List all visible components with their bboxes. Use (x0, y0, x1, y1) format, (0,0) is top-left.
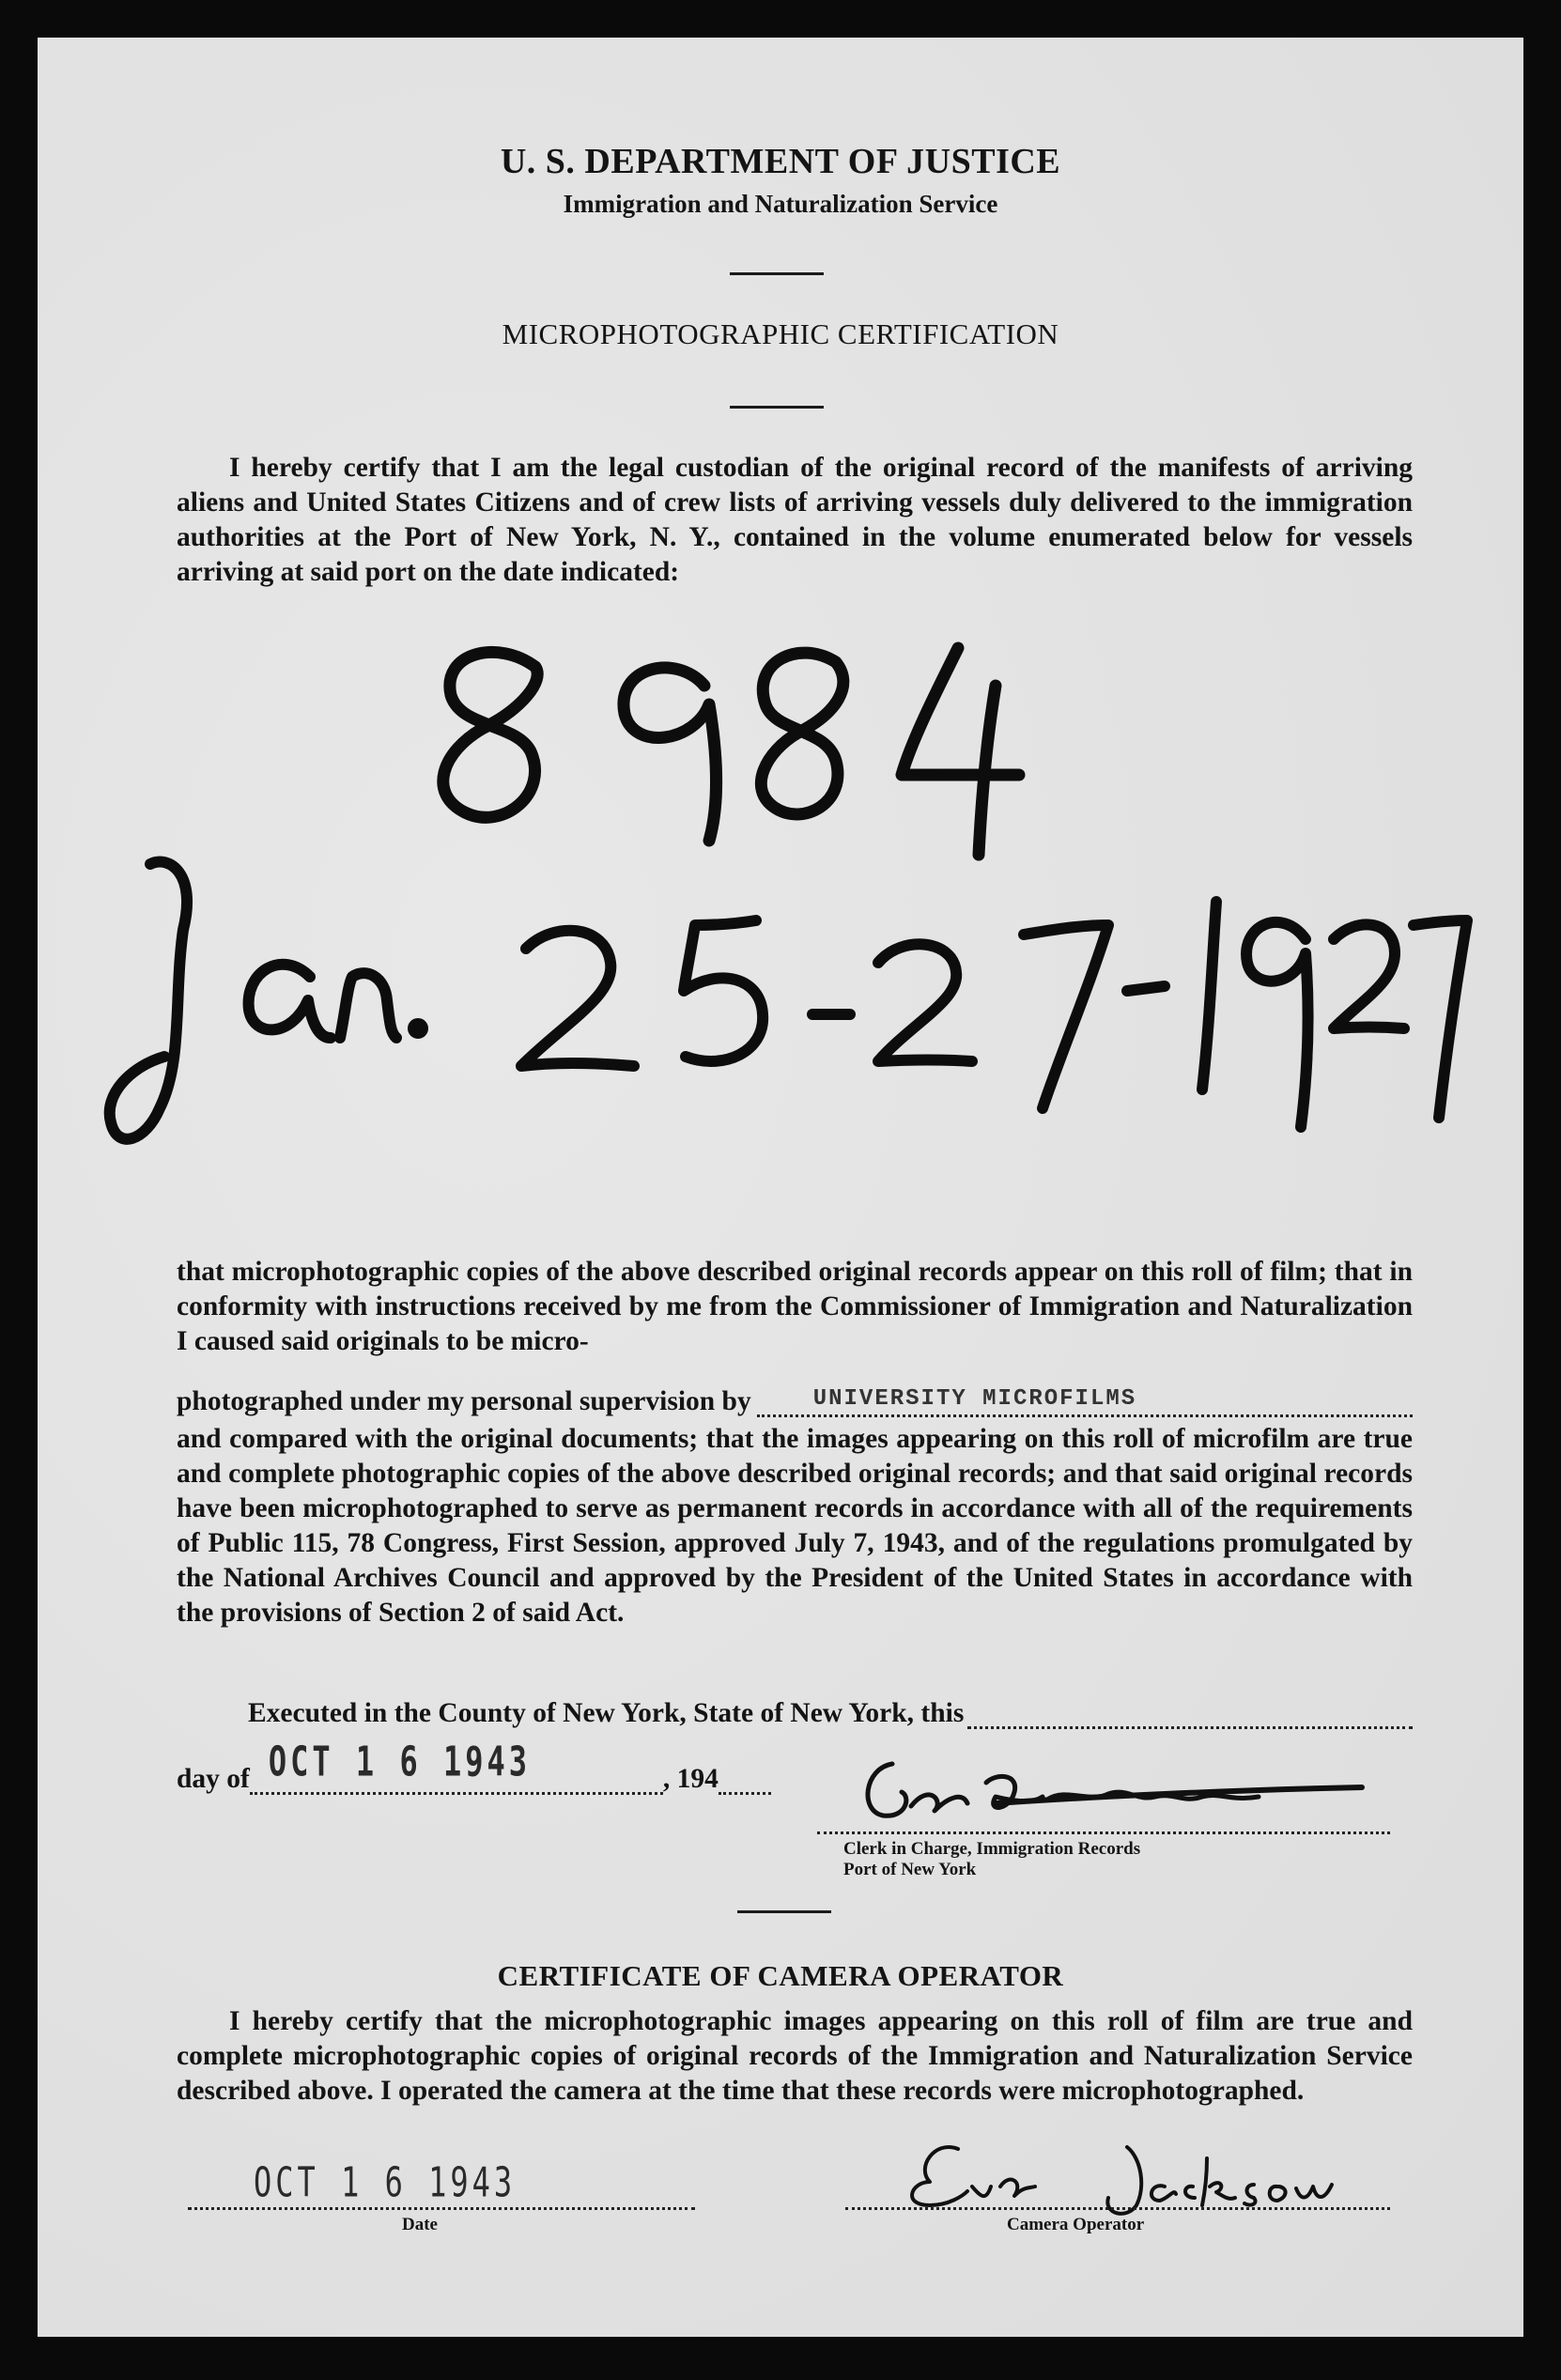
supervision-line (177, 1386, 1413, 1417)
supervision-prefix: photographed under my personal supervision by (177, 1386, 751, 1416)
signer-title (843, 1839, 1140, 1880)
signer-title-line2: Port of New York (843, 1860, 977, 1879)
date-field (250, 1738, 663, 1795)
photographer-field (757, 1386, 1413, 1417)
day-field (967, 1704, 1413, 1729)
operator-signature (883, 2130, 1390, 2224)
date-line (177, 1738, 771, 1795)
date-stamp: OCT 1 6 1943 (268, 1738, 532, 1786)
day-of-label: day of (177, 1764, 250, 1794)
date-signature-line (188, 2207, 695, 2210)
camera-certificate-text: I hereby certify that the microphotographic images appearing on this roll of film are true and complete microphotographic copies of original records of the Immigration and Naturalization Service described above. I operated the camera at the time that these records were microphotographed. (177, 2006, 1413, 2106)
camera-date-stamp: OCT 1 6 1943 (254, 2158, 517, 2207)
divider (730, 272, 824, 275)
photographer-name: UNIVERSITY MICROFILMS (812, 1386, 1137, 1412)
signer-title-line1: Clerk in Charge, Immigration Records (843, 1839, 1141, 1859)
executed-line (248, 1698, 1413, 1729)
clerk-signature (855, 1745, 1381, 1839)
handwritten-volume-number (394, 620, 1052, 864)
department-heading: U. S. DEPARTMENT OF JUSTICE (500, 142, 1061, 181)
date-label: Date (402, 2215, 438, 2234)
divider (737, 1910, 831, 1913)
form-title: MICROPHOTOGRAPHIC CERTIFICATION (502, 317, 1059, 350)
certification-body-1: that microphotographic copies of the above described original records appear on this roll of film; that in conformity with instructions received by me from the Commissioner of Immigration and Naturalization I caused said originals to be micro- (177, 1257, 1413, 1356)
handwritten-dates (94, 836, 1465, 1174)
divider (730, 406, 824, 409)
certification-document (38, 38, 1523, 2337)
operator-signature-line (845, 2207, 1390, 2210)
service-subheading: Immigration and Naturalization Service (563, 190, 998, 218)
executed-text: Executed in the County of New York, State of New York, this (248, 1698, 965, 1728)
intro-paragraph: I hereby certify that I am the legal custodian of the original record of the manifests of arriving aliens and United States Citizens and of crew lists of arriving vessels duly delivered to the immigration authorities at the Port of New York, N. Y., contained in the volume enumerated below for vessels arriving at said port on the date indicated: (177, 453, 1413, 587)
year-field (719, 1770, 771, 1795)
camera-operator-label: Camera Operator (1007, 2215, 1145, 2234)
year-prefix: , 194 (662, 1764, 719, 1794)
certification-body-3: and compared with the original documents; that the images appearing on this roll of microfilm are true and complete photographic copies of the above described original records; and that said original records have been microphotographed to serve as permanent records in accordance with all of the requirements of Public 115, 78 Congress, First Session, approved July 7, 1943, and of the regulations promulgated by the National Archives Council and approved by the President of the United States in accordance with the provisions of Section 2 of said Act. (177, 1424, 1413, 1628)
camera-certificate-title: CERTIFICATE OF CAMERA OPERATOR (497, 1959, 1064, 1992)
signature-line (817, 1831, 1390, 1834)
